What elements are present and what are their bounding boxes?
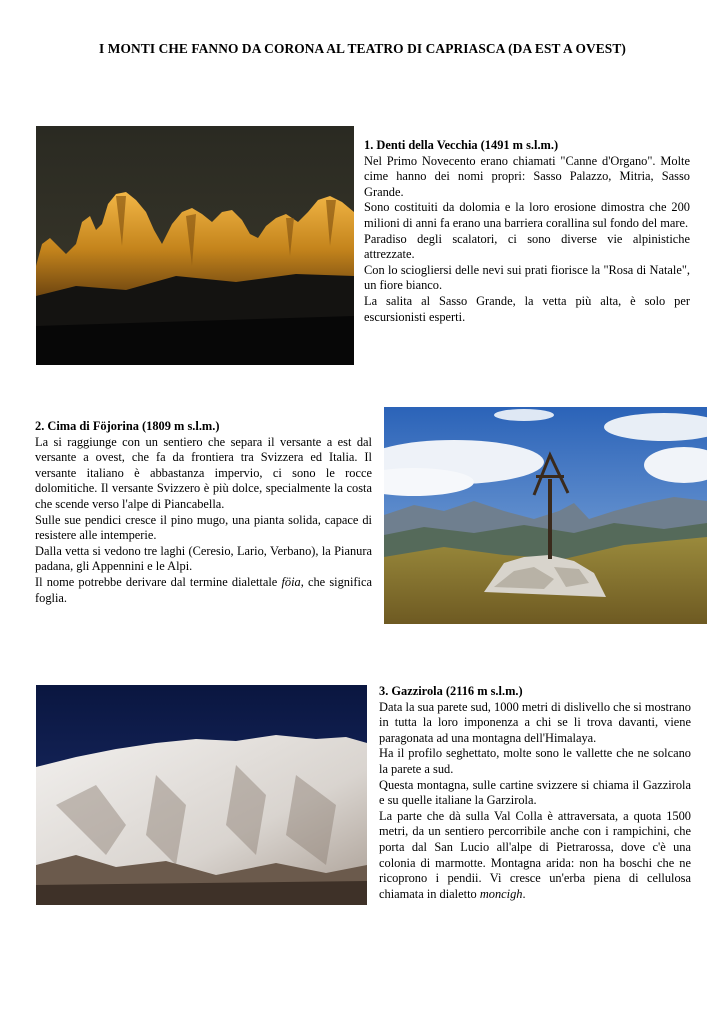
paragraph: Sono costituiti da dolomia e la loro erosione dimostra che 200 milioni di anni fa erano una barriera corallina sul fondo del mare. bbox=[364, 200, 690, 230]
section-heading: 3. Gazzirola (2116 m s.l.m.) bbox=[379, 684, 523, 698]
section-heading: 2. Cima di Föjorina (1809 m s.l.m.) bbox=[35, 419, 220, 433]
gazzirola-photo bbox=[36, 685, 367, 905]
section-cima-di-fojorina bbox=[35, 419, 372, 606]
paragraph: Dalla vetta si vedono tre laghi (Ceresio, Lario, Verbano), la Pianura padana, gli Appennini e le Alpi. bbox=[35, 543, 372, 574]
paragraph: Nel Primo Novecento erano chiamati "Canne d'Organo". Molte cime hanno dei nomi propri: Sasso Palazzo, Mitria, Sasso Grande. bbox=[364, 153, 690, 199]
page-title: I MONTI CHE FANNO DA CORONA AL TEATRO DI CAPRIASCA (DA EST A OVEST) bbox=[99, 41, 626, 56]
paragraph: Questa montagna, sulle cartine svizzere si chiama il Gazzirola e su quelle italiane la Garzirola. bbox=[379, 777, 691, 808]
paragraph: Con lo sciogliersi delle nevi sui prati fiorisce la "Rosa di Natale", un fiore bianco. bbox=[364, 262, 690, 293]
cima-di-fojorina-photo bbox=[384, 407, 707, 624]
denti-della-vecchia-photo bbox=[36, 126, 354, 365]
paragraph: Data la sua parete sud, 1000 metri di dislivello che si mostrano in tutta la loro imponenza a chi se li trova davanti, viene paragonata ad una montagna dell'Himalaya. bbox=[379, 699, 691, 745]
paragraph: La si raggiunge con un sentiero che separa il versante a est dal versante a ovest, che fa da frontiera tra Svizzera ed Italia. Il versante italiano è abbastanza impervio, ci sono le rocce dolomitiche. Il versante Svizzero è più dolce, specialmente la costa che scende verso l'alpe di Piancabella. bbox=[35, 434, 372, 511]
paragraph: La parte che dà sulla Val Colla è attraversata, a quota 1500 metri, da un sentiero percorribile anche con i rampichini, che porta dal San Lucio all'alpe di Pietrarossa, dove c'è una colonia di marmotte. Montagna arida: non ha boschi che ne ricoprono i pendii. Vi cresce un'erba piena di cellulosa chiamata in dialetto moncigh. bbox=[379, 808, 691, 901]
paragraph: Il nome potrebbe derivare dal termine dialettale föia, che significa foglia. bbox=[35, 574, 372, 605]
paragraph: Ha il profilo seghettato, molte sono le vallette che ne solcano la parete a sud. bbox=[379, 746, 691, 776]
section-denti-della-vecchia bbox=[364, 138, 690, 325]
section-gazzirola bbox=[379, 684, 691, 902]
section-heading: 1. Denti della Vecchia (1491 m s.l.m.) bbox=[364, 138, 559, 152]
paragraph: Sulle sue pendici cresce il pino mugo, una pianta solida, capace di resistere alle intemperie. bbox=[35, 512, 372, 543]
paragraph: La salita al Sasso Grande, la vetta più alta, è solo per escursionisti esperti. bbox=[364, 293, 690, 324]
paragraph: Paradiso degli scalatori, ci sono diverse vie alpinistiche attrezzate. bbox=[364, 231, 690, 262]
